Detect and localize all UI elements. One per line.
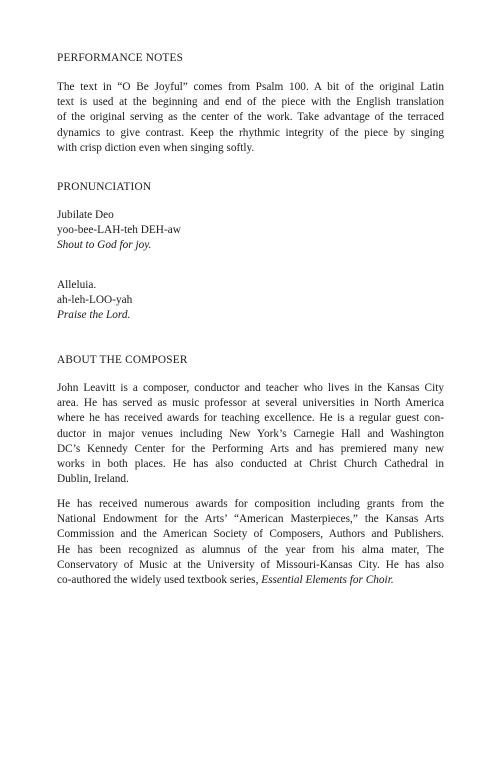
latin-phrase: Jubilate Deo (57, 209, 114, 221)
text-line: Conservatory of Music at the University of Missouri-Kansas City. He has also (57, 558, 444, 571)
text-line: He has received numerous awards for composition including grants from the (57, 498, 444, 510)
composer-paragraph-2 (57, 497, 444, 588)
performance-notes-paragraph (57, 80, 444, 156)
text-line: dynamics to give contrast. Keep the rhythmic integrity of the piece by singing (57, 126, 444, 139)
latin-phrase: Alleluia. (57, 279, 97, 291)
text-line (57, 573, 444, 588)
pronunciation-heading: PRONUNCIATION (57, 181, 152, 193)
text-line: text is used at the beginning and end of the piece with the English translation (57, 96, 444, 109)
phonetic-spelling: yoo-bee-LAH-teh DEH-aw (57, 224, 181, 237)
text-line: Dublin, Ireland. (57, 473, 129, 486)
text-line: The text in “O Be Joyful” comes from Psalm 100. A bit of the original Latin (57, 81, 444, 93)
text-line: of the original serving as the center of the work. Take advantage of the terraced (57, 111, 444, 124)
english-translation: Praise the Lord. (57, 309, 131, 322)
performance-notes-heading: PERFORMANCE NOTES (57, 52, 184, 64)
text-line: ductor in major venues including New York’s Carnegie Hall and Washington (57, 427, 444, 440)
text-line: where he has received awards for teaching excellence. He is a regular guest con- (57, 412, 444, 425)
textbook-title: Essential Elements for Choir. (261, 573, 394, 586)
text-run: co-authored the widely used textbook series, (57, 573, 262, 586)
text-line: Commission and the American Society of Composers, Authors and Publishers. (57, 528, 444, 541)
text-line: National Endowment for the Arts’ “American Masterpieces,” the Kansas Arts (57, 513, 444, 526)
about-composer-heading: ABOUT THE COMPOSER (57, 354, 188, 366)
text-line: works in both places. He has also conducted at Christ Church Cathedral in (57, 457, 444, 470)
pronunciation-entry (57, 278, 132, 324)
english-translation: Shout to God for joy. (57, 239, 152, 252)
text-line: with crisp diction even when singing softly. (57, 141, 255, 154)
text-line: DC’s Kennedy Center for the Performing Arts and has premiered many new (57, 442, 444, 455)
text-line: area. He has served as music professor at several universities in North America (57, 397, 444, 410)
pronunciation-entry (57, 208, 181, 254)
text-line: He has been recognized as alumnus of the year from his alma mater, The (57, 543, 444, 556)
composer-paragraph-1 (57, 381, 444, 487)
text-line: John Leavitt is a composer, conductor and teacher who lives in the Kansas City (57, 382, 444, 394)
phonetic-spelling: ah-leh-LOO-yah (57, 294, 133, 307)
